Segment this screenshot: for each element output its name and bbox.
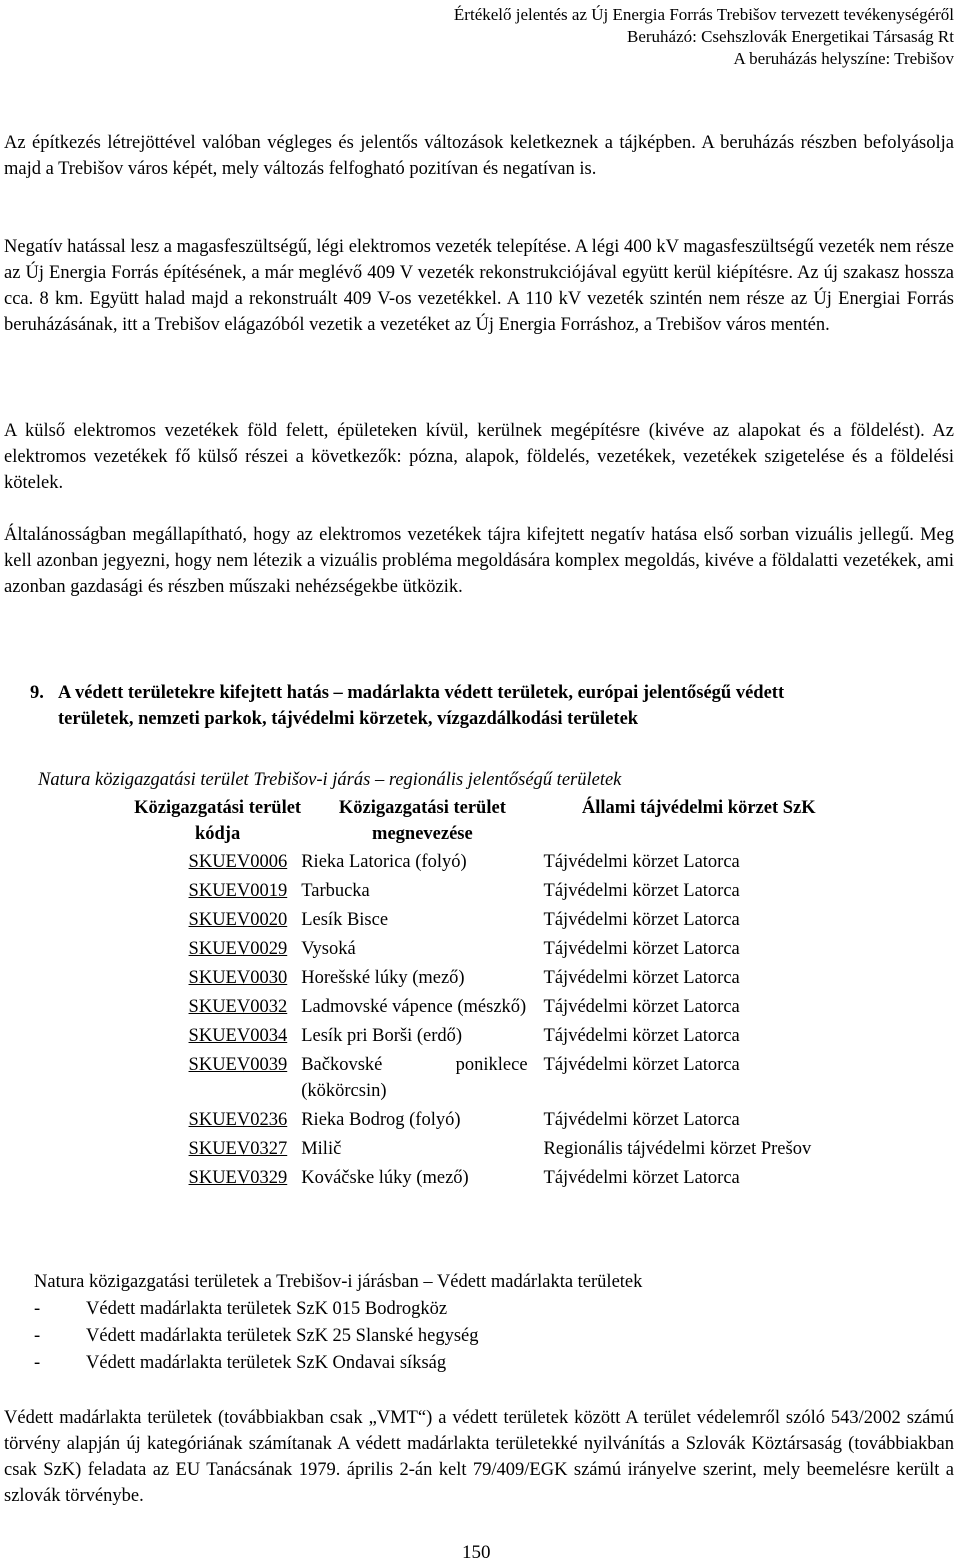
area-code: SKUEV0029	[188, 939, 288, 959]
area-zone: Tájvédelmi körzet Latorca	[543, 968, 740, 988]
area-code: SKUEV0034	[188, 1026, 288, 1046]
area-code: SKUEV0019	[188, 881, 288, 901]
area-name: Tarbucka	[301, 881, 370, 901]
area-code: SKUEV0030	[188, 968, 288, 988]
area-zone: Tájvédelmi körzet Latorca	[543, 1055, 740, 1075]
area-name: Rieka Bodrog (folyó)	[301, 1110, 461, 1130]
column-header-zone: Állami tájvédelmi körzet SzK	[581, 798, 816, 818]
section-title-line2: területek, nemzeti parkok, tájvédelmi körzetek, vízgazdálkodási területek	[58, 709, 639, 729]
area-zone: Regionális tájvédelmi körzet Prešov	[543, 1139, 812, 1159]
area-zone: Tájvédelmi körzet Latorca	[543, 881, 740, 901]
list-item-text: Védett madárlakta területek SzK Ondavai síkság	[86, 1353, 447, 1373]
table-header-row	[134, 795, 854, 849]
area-name: Kováčske lúky (mező)	[301, 1168, 469, 1188]
paragraph-visual-impact: Általánosságban megállapítható, hogy az elektromos vezetékek tájra kifejtett negatív hatása első sorban vizuális jellegű. Meg kell azonban jegyezni, hogy nem létezik a vizuális probléma megoldására komplex megoldás, kivéve a földalatti vezetékek, ami azonban gazdasági és részben műszaki nehézségekbe ütközik.	[4, 525, 954, 597]
paragraph-protected-bird-areas: Védett madárlakta területek (továbbiakban csak „VMT“) a védett területek között A terület védelemről szóló 543/2002 számú törvény alapján új kategóriának számítanak A védett madárlakta területekké nyilvánítás a Szlovák Köztársaság (továbbiakban csak SzK) feladata az EU Tanácsának 1979. április 2-án kelt 79/409/EGK számú irányelve szerint, mely beemelésre került a szlovák törvénybe.	[4, 1408, 954, 1506]
area-zone: Tájvédelmi körzet Latorca	[543, 852, 740, 872]
table-row	[134, 907, 854, 936]
page-number: 150	[462, 1542, 491, 1563]
paragraph-landscape-change: Az építkezés létrejöttével valóban végleges és jelentős változások keletkeznek a tájképben. A beruházás részben befolyásolja majd a Trebišov város képét, mely változás felfogható pozitívan és negatívan is.	[4, 133, 954, 179]
table-row	[134, 1136, 854, 1165]
table-row	[134, 878, 854, 907]
list-item	[34, 1296, 934, 1323]
area-name: Ladmovské vápence (mészkő)	[301, 997, 527, 1017]
list-dash: -	[34, 1326, 41, 1346]
header-report-title: Értékelő jelentés az Új Energia Forrás Trebišov tervezett tevékenységéről	[453, 5, 954, 24]
header-location: A beruházás helyszíne: Trebišov	[733, 49, 954, 68]
area-name: Milič	[301, 1139, 342, 1159]
paragraph-external-lines: A külső elektromos vezetékek föld felett, épületeken kívül, kerülnek megépítésre (kivéve az alapokat és a földelést). Az elektromos vezetékek fő külső részei a következők: pózna, alapok, földelés, vezetékek, vezetékek szigetelése és a földelési kötelek.	[4, 421, 954, 493]
bird-areas-heading: Natura közigazgatási területek a Trebišov-i járásban – Védett madárlakta területek	[34, 1272, 643, 1292]
list-item-text: Védett madárlakta területek SzK 015 Bodrogköz	[86, 1299, 448, 1319]
area-zone: Tájvédelmi körzet Latorca	[543, 939, 740, 959]
area-zone: Tájvédelmi körzet Latorca	[543, 1168, 740, 1188]
area-code: SKUEV0329	[188, 1168, 288, 1188]
area-name: Vysoká	[301, 939, 356, 959]
bird-areas-block	[34, 1269, 934, 1377]
table-row	[134, 936, 854, 965]
area-code: SKUEV0327	[188, 1139, 288, 1159]
paragraph-power-line: Negatív hatással lesz a magasfeszültségű, légi elektromos vezeték telepítése. A légi 400 kV magasfeszültségű vezeték nem része az Új Energia Forrás építésének, a már meglévő 409 V vezeték rekonstrukciójával együtt kerül kiépítésre. Az új szakasz hossza cca. 8 km. Együtt halad majd a rekonstruált 409 V-os vezetékkel. A 110 kV vezeték szintén nem része az Új Energiai Forrás beruházásának, itt a Trebišov elágazóból vezetik a vezetéket az Új Energia Forráshoz, a Trebišov város mentén.	[4, 237, 955, 335]
column-header-code: Közigazgatási terület kódja	[134, 798, 302, 844]
area-name: Bačkovské poniklece (kökörcsin)	[301, 1055, 528, 1101]
area-code: SKUEV0020	[188, 910, 288, 930]
area-zone: Tájvédelmi körzet Latorca	[543, 910, 740, 930]
list-item-text: Védett madárlakta területek SzK 25 Slanské hegység	[86, 1326, 479, 1346]
table-row	[134, 1023, 854, 1052]
section-title-line1: A védett területekre kifejtett hatás – madárlakta védett területek, európai jelentőségű védett	[58, 683, 785, 703]
area-zone: Tájvédelmi körzet Latorca	[543, 1110, 740, 1130]
document-header	[454, 4, 954, 70]
area-name: Lesík pri Borši (erdő)	[301, 1026, 463, 1046]
table-row	[134, 849, 854, 878]
area-code: SKUEV0006	[188, 852, 288, 872]
list-item	[34, 1323, 934, 1350]
area-code: SKUEV0032	[188, 997, 288, 1017]
table-row	[134, 1107, 854, 1136]
natura-areas-table	[134, 795, 854, 1194]
area-name: Lesík Bisce	[301, 910, 389, 930]
header-investor: Beruházó: Csehszlovák Energetikai Társaság Rt	[626, 27, 954, 46]
area-zone: Tájvédelmi körzet Latorca	[543, 997, 740, 1017]
area-name: Horešské lúky (mező)	[301, 968, 465, 988]
table-row	[134, 1165, 854, 1194]
section-number: 9.	[30, 683, 44, 703]
area-name: Rieka Latorica (folyó)	[301, 852, 467, 872]
table-row	[134, 994, 854, 1023]
list-dash: -	[34, 1353, 41, 1373]
table-row	[134, 965, 854, 994]
area-code: SKUEV0236	[188, 1110, 288, 1130]
list-item	[34, 1350, 934, 1377]
list-dash: -	[34, 1299, 41, 1319]
area-code: SKUEV0039	[188, 1055, 288, 1075]
area-zone: Tájvédelmi körzet Latorca	[543, 1026, 740, 1046]
column-header-name: Közigazgatási terület megnevezése	[338, 798, 506, 844]
table-row	[134, 1052, 854, 1107]
table-caption: Natura közigazgatási terület Trebišov-i járás – regionális jelentőségű területek	[38, 770, 622, 790]
section-heading	[30, 680, 960, 732]
bird-areas-list	[34, 1296, 934, 1377]
